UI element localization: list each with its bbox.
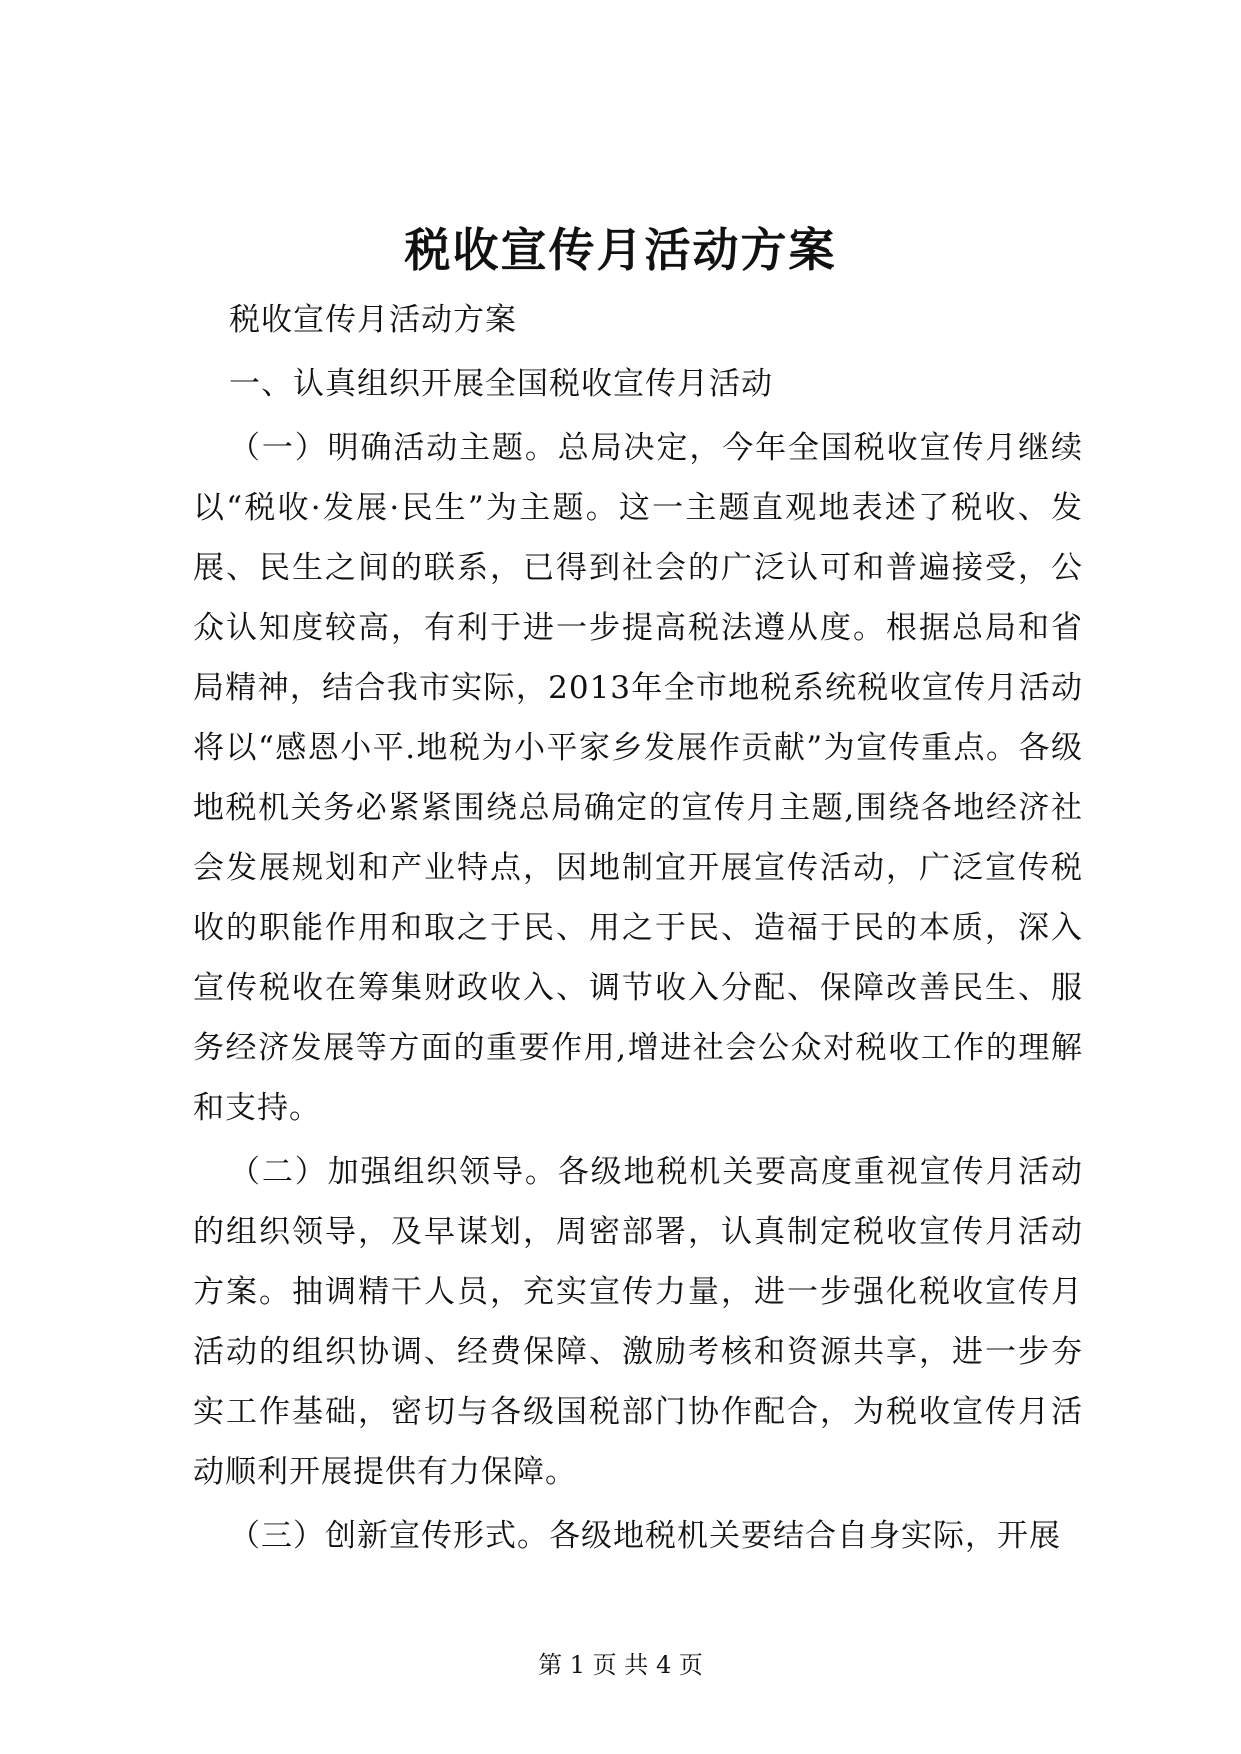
paragraph-leadership: （二）加强组织领导。各级地税机关要高度重视宣传月活动的组织领导，及早谋划，周密部署，认真制定税收宣传月活动方案。抽调精干人员，充实宣传力量，进一步强化税收宣传月活动的组织协调、经费保障、激励考核和资源共享，进一步夯实工作基础，密切与各级国税部门协作配合，为税收宣传月活动顺利开展提供有力保障。 [193,1154,1083,1490]
page-footer: 第 1 页 共 4 页 [538,1651,703,1679]
paragraph-section-heading: 一、认真组织开展全国税收宣传月活动 [229,366,773,402]
paragraph-theme: （一）明确活动主题。总局决定，今年全国税收宣传月继续以“税收·发展·民生”为主题。这一主题直观地表述了税收、发展、民生之间的联系，已得到社会的广泛认可和普遍接受，公众认知度较高，有利于进一步提高税法遵从度。根据总局和省局精神，结合我市实际，2013年全市地税系统税收宣传月活动将以“感恩小平.地税为小平家乡发展作贡献”为宣传重点。各级地税机关务必紧紧围绕总局确定的宣传月主题,围绕各地经济社会发展规划和产业特点，因地制宜开展宣传活动，广泛宣传税收的职能作用和取之于民、用之于民、造福于民的本质，深入宣传税收在筹集财政收入、调节收入分配、保障改善民生、服务经济发展等方面的重要作用,增进社会公众对税收工作的理解和支持。 [193,430,1083,1126]
document-body [193,290,1083,1570]
paragraph-innovation: （三）创新宣传形式。各级地税机关要结合自身实际，开展 [229,1518,1061,1554]
paragraph-subtitle: 税收宣传月活动方案 [229,302,517,338]
document-title: 税收宣传月活动方案 [404,223,837,277]
